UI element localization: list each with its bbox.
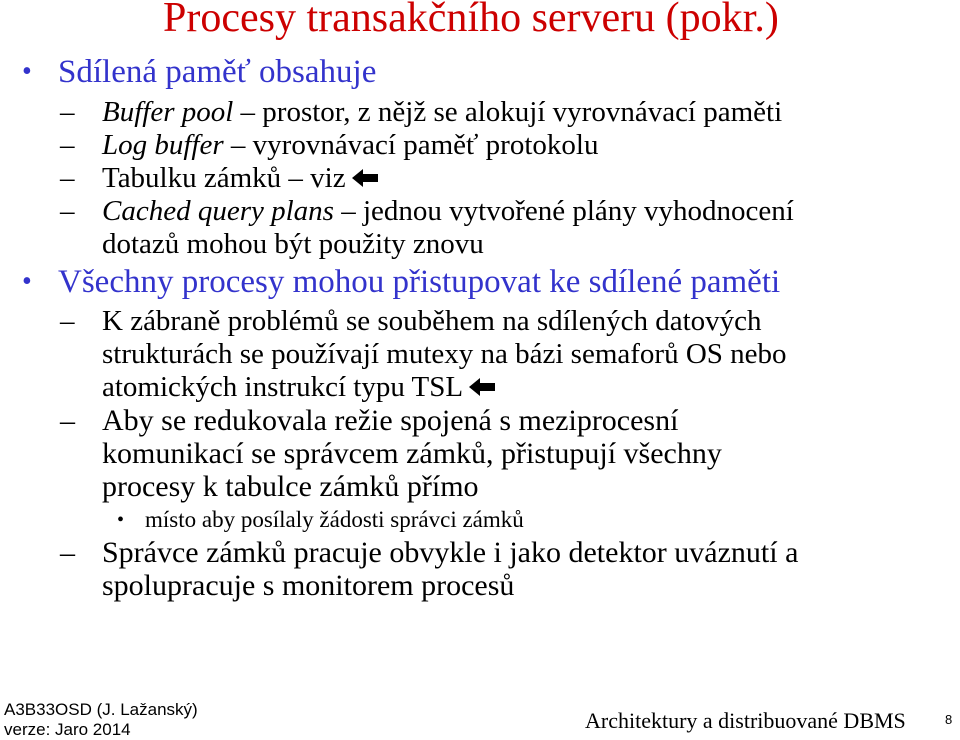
term-cached-query-plans: Cached query plans [102, 195, 334, 227]
subitem-line: komunikací se správcem zámků, přistupují všechny [102, 437, 722, 470]
dash: – [60, 305, 75, 337]
dash: – [60, 129, 75, 161]
subitem-line: atomických instrukcí typu TSL [102, 371, 464, 403]
footer-subject: Architektury a distribuované DBMS [585, 708, 906, 733]
subitem-line: spolupracuje s monitorem procesů [102, 569, 515, 602]
back-arrow-icon[interactable] [469, 376, 495, 398]
footer-course-info [4, 700, 198, 740]
dash: – [60, 404, 75, 437]
subitem-line: K zábraně problémů se souběhem na sdílených datových [102, 305, 762, 337]
subitem-text: – prostor, z nějž se alokují vyrovnávací paměti [233, 96, 783, 128]
subitem-text: – vyrovnávací paměť protokolu [223, 129, 599, 161]
subsubitem-text: místo aby posílaly žádosti správci zámků [145, 507, 524, 532]
subitem-line: procesy k tabulce zámků přímo [102, 470, 479, 503]
dash: – [60, 195, 75, 227]
page-number: 8 [945, 712, 953, 727]
term-log-buffer: Log buffer [102, 129, 224, 161]
dash: – [60, 162, 75, 194]
subitem-line: strukturách se používají mutexy na bázi semaforů OS nebo [102, 338, 787, 370]
slide-title: Procesy transakčního serveru (pokr.) [163, 0, 779, 41]
back-arrow-icon[interactable] [352, 167, 378, 189]
footer-course: A3B33OSD (J. Lažanský) [4, 700, 198, 719]
subitem-text-cont: dotazů mohou být použity znovu [102, 228, 484, 260]
footer-version: verze: Jaro 2014 [4, 720, 131, 739]
bullet-text: Všechny procesy mohou přistupovat ke sdílené paměti [58, 264, 781, 300]
term-buffer-pool: Buffer pool [102, 96, 234, 128]
bullet-glyph: • [22, 56, 32, 87]
bullet-glyph: • [117, 509, 125, 531]
bullet-glyph: • [22, 266, 32, 297]
dash: – [60, 536, 75, 569]
subitem-text: Tabulku zámků – viz [102, 162, 346, 194]
subitem-line: Správce zámků pracuje obvykle i jako detektor uváznutí a [102, 536, 799, 569]
bullet-text: Sdílená paměť obsahuje [58, 54, 377, 90]
subitem-line: Aby se redukovala režie spojená s meziprocesní [102, 404, 679, 437]
subitem-text: – jednou vytvořené plány vyhodnocení [333, 195, 794, 227]
dash: – [60, 96, 75, 128]
